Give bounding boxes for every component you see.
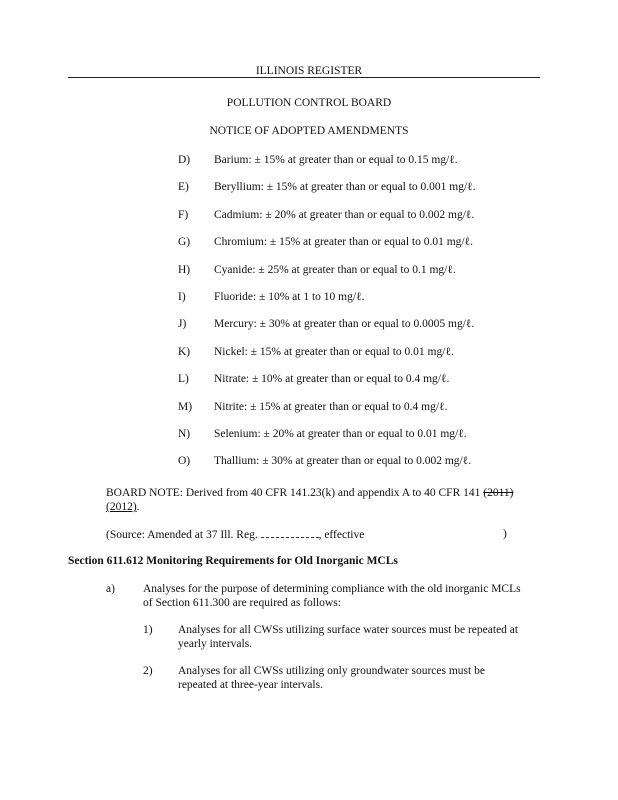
item-text: Nitrite: ± 15% at greater than or equal to 0.4 mg/ℓ. bbox=[214, 400, 448, 413]
source-blank bbox=[261, 527, 319, 538]
item-text: Selenium: ± 20% at greater than or equal to 0.01 mg/ℓ. bbox=[214, 428, 467, 440]
item-label: N) bbox=[178, 428, 191, 440]
item-label: F) bbox=[178, 208, 189, 221]
sub-2-label: 2) bbox=[143, 665, 153, 677]
item-label: D) bbox=[178, 154, 191, 166]
source-effective: , effective bbox=[318, 529, 365, 541]
sub-1-text bbox=[178, 623, 518, 651]
source-prefix: (Source: Amended at 37 Ill. Reg. bbox=[106, 529, 261, 541]
sub-2-line2: repeated at three-year intervals. bbox=[178, 679, 323, 691]
notice-title: NOTICE OF ADOPTED AMENDMENTS bbox=[209, 125, 409, 137]
board-note-underlined: (2012) bbox=[106, 501, 137, 513]
item-label: K) bbox=[178, 345, 191, 358]
para-a-text bbox=[143, 582, 521, 610]
source-line bbox=[106, 527, 364, 542]
item-text: Cadmium: ± 20% at greater than or equal to 0.002 mg/ℓ. bbox=[214, 208, 475, 221]
item-text: Barium: ± 15% at greater than or equal to 0.15 mg/ℓ. bbox=[214, 154, 458, 166]
para-a-line2: of Section 611.300 are required as follows: bbox=[143, 597, 341, 609]
para-a-label: a) bbox=[106, 583, 115, 595]
board-note-struck: (2011) bbox=[483, 487, 514, 499]
sub-1-label: 1) bbox=[143, 624, 153, 636]
board-note-text: BOARD NOTE: Derived from 40 CFR 141.23(k) and appendix A to 40 CFR 141 bbox=[106, 487, 484, 499]
item-text: Beryllium: ± 15% at greater than or equal to 0.001 mg/ℓ. bbox=[214, 181, 476, 194]
board-note-suffix: . bbox=[136, 501, 140, 513]
item-label: O) bbox=[178, 455, 191, 468]
board-note bbox=[106, 486, 513, 514]
item-text: Mercury: ± 30% at greater than or equal to 0.0005 mg/ℓ. bbox=[214, 318, 475, 331]
item-label: L) bbox=[178, 373, 189, 386]
item-label: J) bbox=[178, 318, 187, 331]
para-a-line1: Analyses for the purpose of determining compliance with the old inorganic MCLs bbox=[143, 583, 521, 595]
header-rule bbox=[68, 77, 540, 78]
item-text: Nickel: ± 15% at greater than or equal to 0.01 mg/ℓ. bbox=[214, 345, 454, 358]
item-label: E) bbox=[178, 181, 189, 194]
item-label: H) bbox=[178, 263, 191, 276]
item-label: M) bbox=[178, 400, 193, 413]
item-text: Chromium: ± 15% at greater than or equal to 0.01 mg/ℓ. bbox=[214, 236, 474, 249]
item-text: Thallium: ± 30% at greater than or equal to 0.002 mg/ℓ. bbox=[214, 455, 472, 468]
item-text: Fluoride: ± 10% at 1 to 10 mg/ℓ. bbox=[214, 291, 365, 303]
board-title: POLLUTION CONTROL BOARD bbox=[226, 97, 392, 109]
sub-2-line1: Analyses for all CWSs utilizing only groundwater sources must be bbox=[178, 665, 485, 677]
sub-1-line2: yearly intervals. bbox=[178, 638, 253, 650]
sub-1-line1: Analyses for all CWSs utilizing surface water sources must be repeated at bbox=[178, 624, 519, 636]
section-title: Section 611.612 Monitoring Requirements for Old Inorganic MCLs bbox=[68, 555, 398, 567]
sub-2-text bbox=[178, 664, 485, 692]
item-label: G) bbox=[178, 236, 191, 249]
source-close: ) bbox=[503, 528, 507, 540]
item-text: Nitrate: ± 10% at greater than or equal to 0.4 mg/ℓ. bbox=[214, 373, 450, 386]
register-title: ILLINOIS REGISTER bbox=[255, 65, 363, 77]
item-label: I) bbox=[178, 291, 186, 303]
item-text: Cyanide: ± 25% at greater than or equal to 0.1 mg/ℓ. bbox=[214, 263, 456, 276]
